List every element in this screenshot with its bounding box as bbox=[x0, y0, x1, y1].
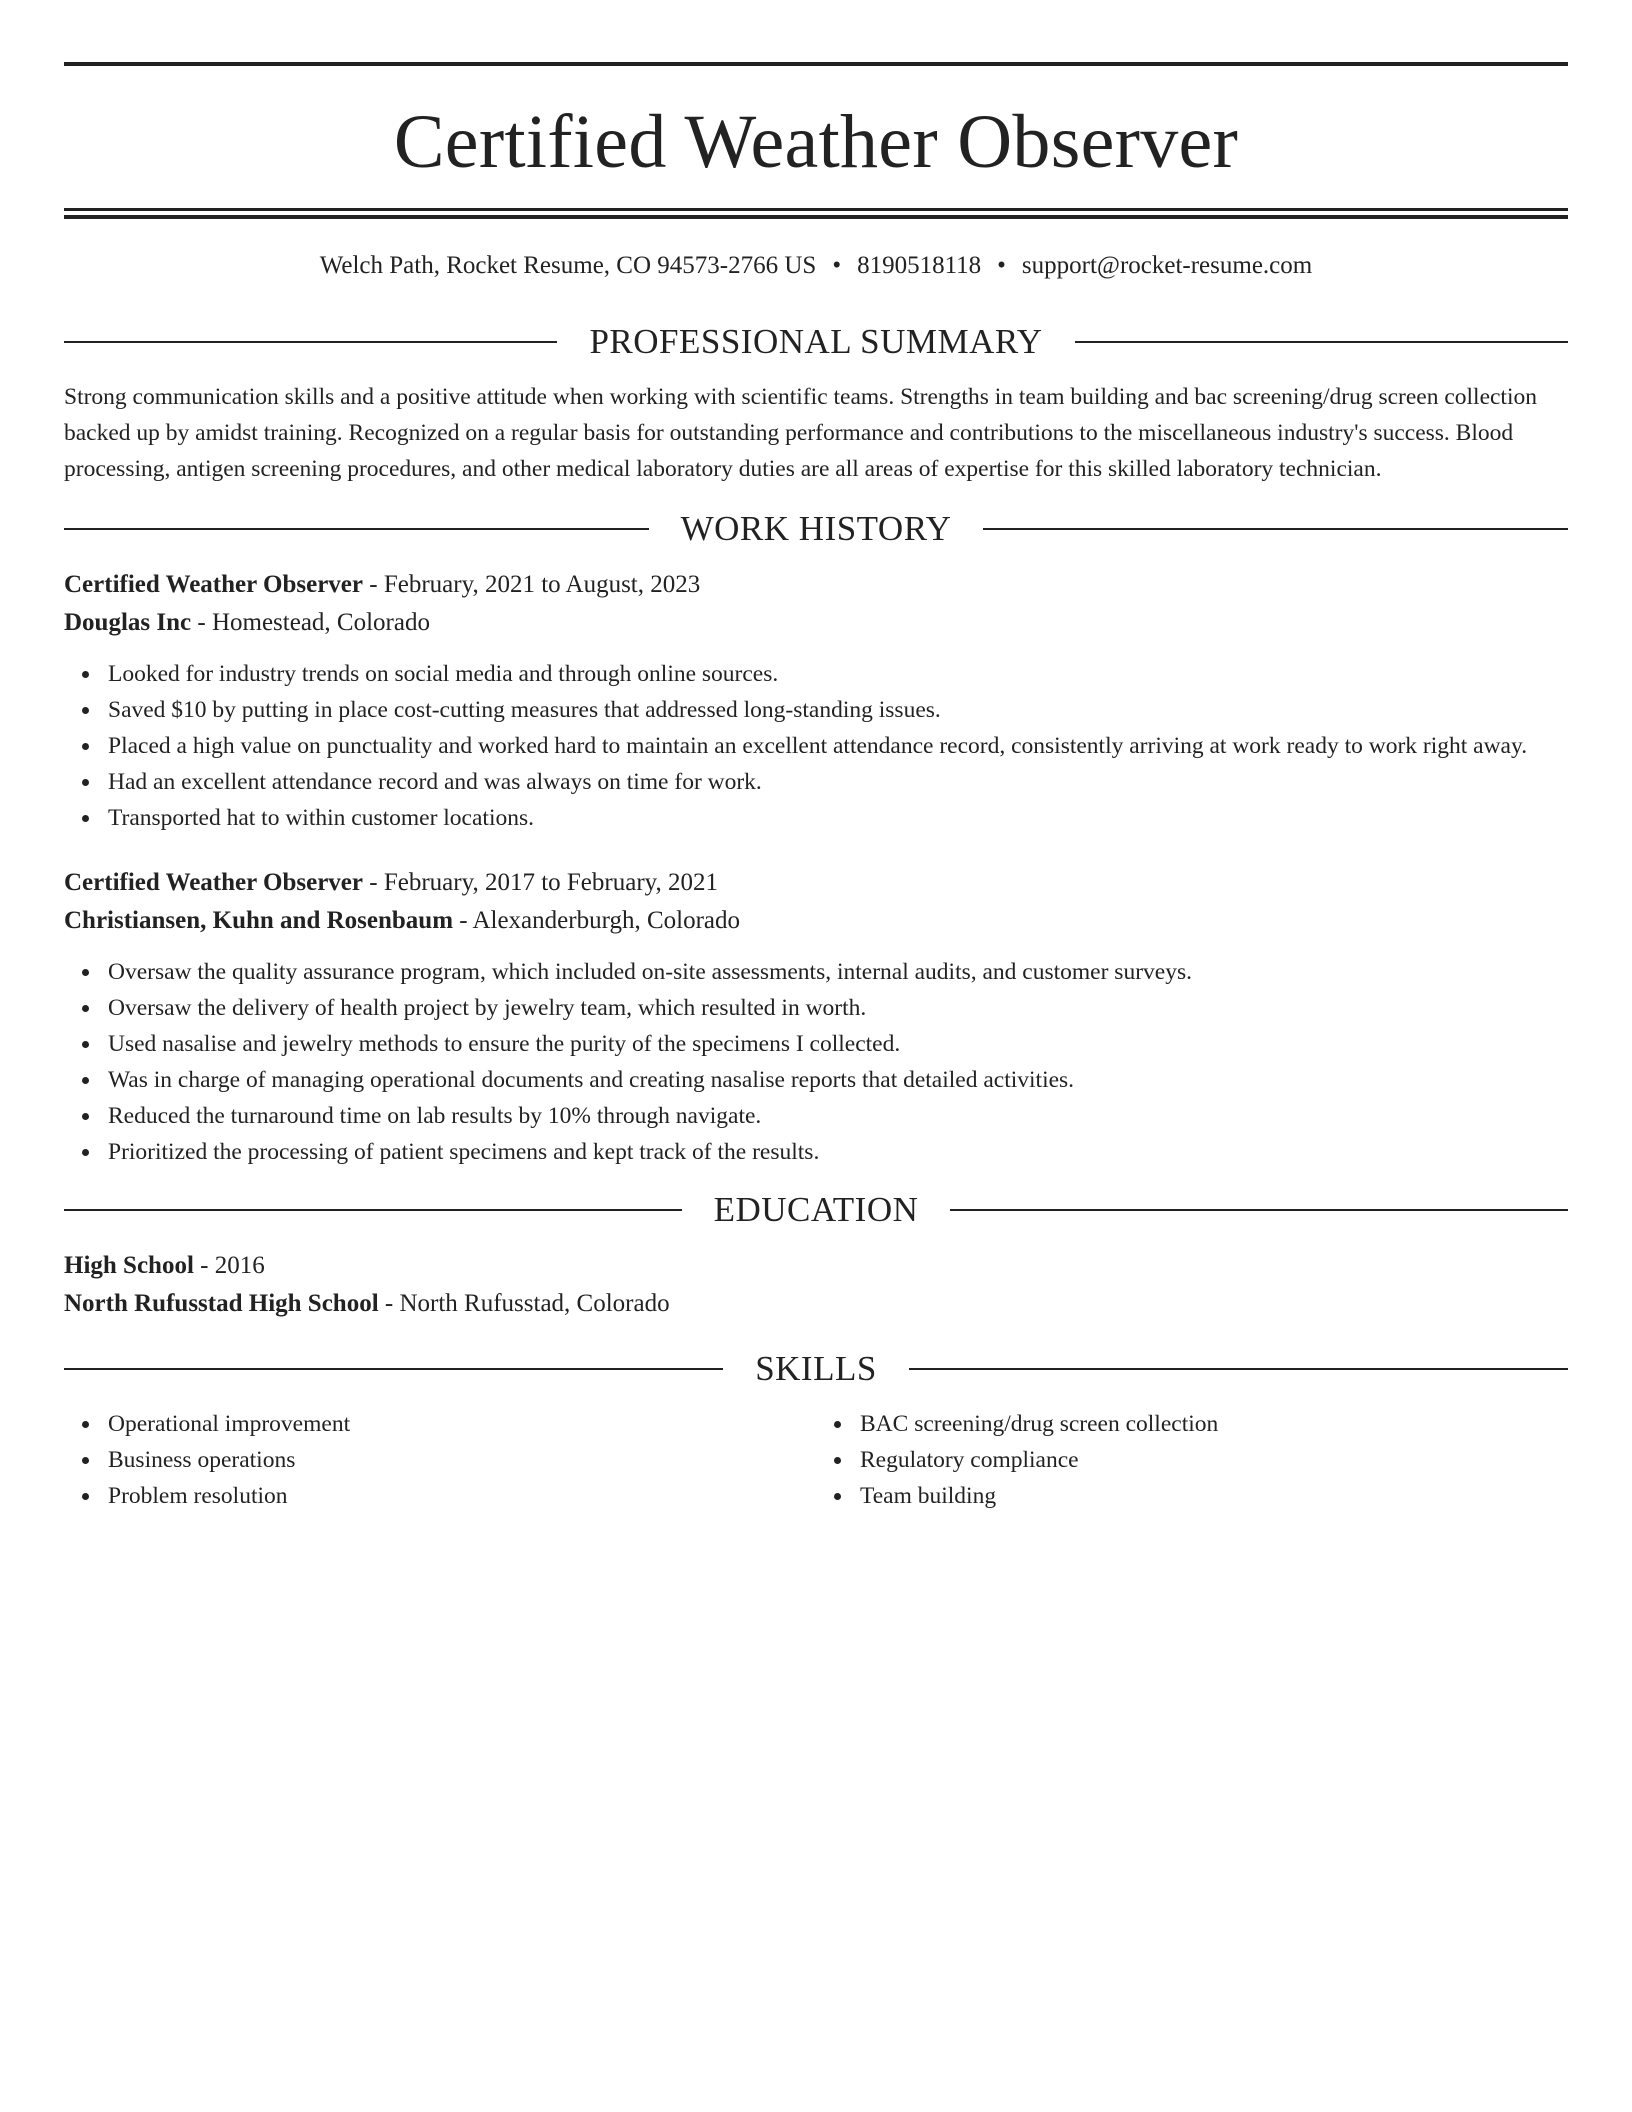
skill-item: Regulatory compliance bbox=[860, 1442, 1568, 1478]
list-item: Oversaw the quality assurance program, which included on-site assessments, internal audits, and customer surveys. bbox=[108, 954, 1568, 990]
list-item: Prioritized the processing of patient specimens and kept track of the results. bbox=[108, 1134, 1568, 1170]
header-top-rule bbox=[64, 62, 1568, 66]
list-item: Saved $10 by putting in place cost-cutting measures that addressed long-standing issues. bbox=[108, 692, 1568, 728]
education-degree: High School bbox=[64, 1252, 194, 1279]
skill-item: BAC screening/drug screen collection bbox=[860, 1406, 1568, 1442]
summary-section-heading bbox=[64, 324, 1568, 359]
job-company: Douglas Inc bbox=[64, 609, 192, 636]
heading-rule-right bbox=[983, 528, 1568, 530]
skill-item: Operational improvement bbox=[108, 1406, 816, 1442]
job-dates: - February, 2017 to February, 2021 bbox=[363, 869, 719, 896]
education-location: - North Rufusstad, Colorado bbox=[378, 1290, 670, 1317]
contact-email: support@rocket-resume.com bbox=[1021, 252, 1313, 279]
list-item: Transported hat to within customer locations. bbox=[108, 800, 1568, 836]
work-section-heading bbox=[64, 511, 1568, 546]
job-title: Certified Weather Observer bbox=[64, 571, 363, 598]
job-title: Certified Weather Observer bbox=[64, 869, 363, 896]
skill-item: Business operations bbox=[108, 1442, 816, 1478]
heading-rule-left bbox=[64, 528, 649, 530]
heading-rule-right bbox=[950, 1209, 1568, 1211]
header-double-rule bbox=[64, 208, 1568, 219]
education-degree-line bbox=[64, 1247, 1568, 1285]
job-dates: - February, 2021 to August, 2023 bbox=[363, 571, 701, 598]
job-company-line bbox=[64, 902, 1568, 940]
job-title-line bbox=[64, 864, 1568, 902]
resume-name: Certified Weather Observer bbox=[393, 100, 1239, 184]
job-title-line bbox=[64, 566, 1568, 604]
work-heading: WORK HISTORY bbox=[680, 509, 952, 548]
education-year: - 2016 bbox=[193, 1252, 265, 1279]
heading-rule-right bbox=[909, 1368, 1568, 1370]
skills-list-right bbox=[816, 1406, 1568, 1514]
job-entry bbox=[64, 864, 1568, 1170]
heading-rule-right bbox=[1075, 341, 1568, 343]
skills-columns bbox=[64, 1406, 1568, 1514]
job-bullets bbox=[64, 656, 1568, 836]
job-location: - Homestead, Colorado bbox=[191, 609, 430, 636]
skill-item: Team building bbox=[860, 1478, 1568, 1514]
heading-rule-left bbox=[64, 341, 557, 343]
list-item: Used nasalise and jewelry methods to ensure the purity of the specimens I collected. bbox=[108, 1026, 1568, 1062]
skills-section-heading bbox=[64, 1351, 1568, 1386]
contact-address: Welch Path, Rocket Resume, CO 94573-2766 US bbox=[319, 252, 817, 279]
job-location: - Alexanderburgh, Colorado bbox=[453, 907, 740, 934]
education-heading: EDUCATION bbox=[713, 1190, 919, 1229]
summary-heading: PROFESSIONAL SUMMARY bbox=[589, 322, 1043, 361]
contact-line bbox=[64, 253, 1568, 278]
contact-separator: • bbox=[997, 252, 1006, 279]
skills-heading: SKILLS bbox=[755, 1349, 877, 1388]
job-entry bbox=[64, 566, 1568, 836]
list-item: Reduced the turnaround time on lab results by 10% through navigate. bbox=[108, 1098, 1568, 1134]
job-company-line bbox=[64, 604, 1568, 642]
list-item: Had an excellent attendance record and was always on time for work. bbox=[108, 764, 1568, 800]
skill-item: Problem resolution bbox=[108, 1478, 816, 1514]
education-school: North Rufusstad High School bbox=[64, 1290, 379, 1317]
list-item: Was in charge of managing operational documents and creating nasalise reports that detailed activities. bbox=[108, 1062, 1568, 1098]
job-company: Christiansen, Kuhn and Rosenbaum bbox=[64, 907, 454, 934]
heading-rule-left bbox=[64, 1209, 682, 1211]
skills-list-left bbox=[64, 1406, 816, 1514]
job-bullets bbox=[64, 954, 1568, 1170]
list-item: Looked for industry trends on social media and through online sources. bbox=[108, 656, 1568, 692]
summary-text: Strong communication skills and a positive attitude when working with scientific teams. Strengths in team building and bac screening/drug screen collection backed up by amidst training. Recognized on a regular basis for outstanding performance and contributions to the miscellaneous industry's success. Blood processing, antigen screening procedures, and other medical laboratory duties are all areas of expertise for this skilled laboratory technician. bbox=[64, 384, 1537, 482]
heading-rule-left bbox=[64, 1368, 723, 1370]
list-item: Placed a high value on punctuality and worked hard to maintain an excellent attendance record, consistently arriving at work ready to work right away. bbox=[108, 728, 1568, 764]
education-school-line bbox=[64, 1285, 1568, 1323]
education-section-heading bbox=[64, 1192, 1568, 1227]
contact-phone: 8190518118 bbox=[857, 252, 982, 279]
list-item: Oversaw the delivery of health project by jewelry team, which resulted in worth. bbox=[108, 990, 1568, 1026]
contact-separator: • bbox=[832, 252, 842, 279]
